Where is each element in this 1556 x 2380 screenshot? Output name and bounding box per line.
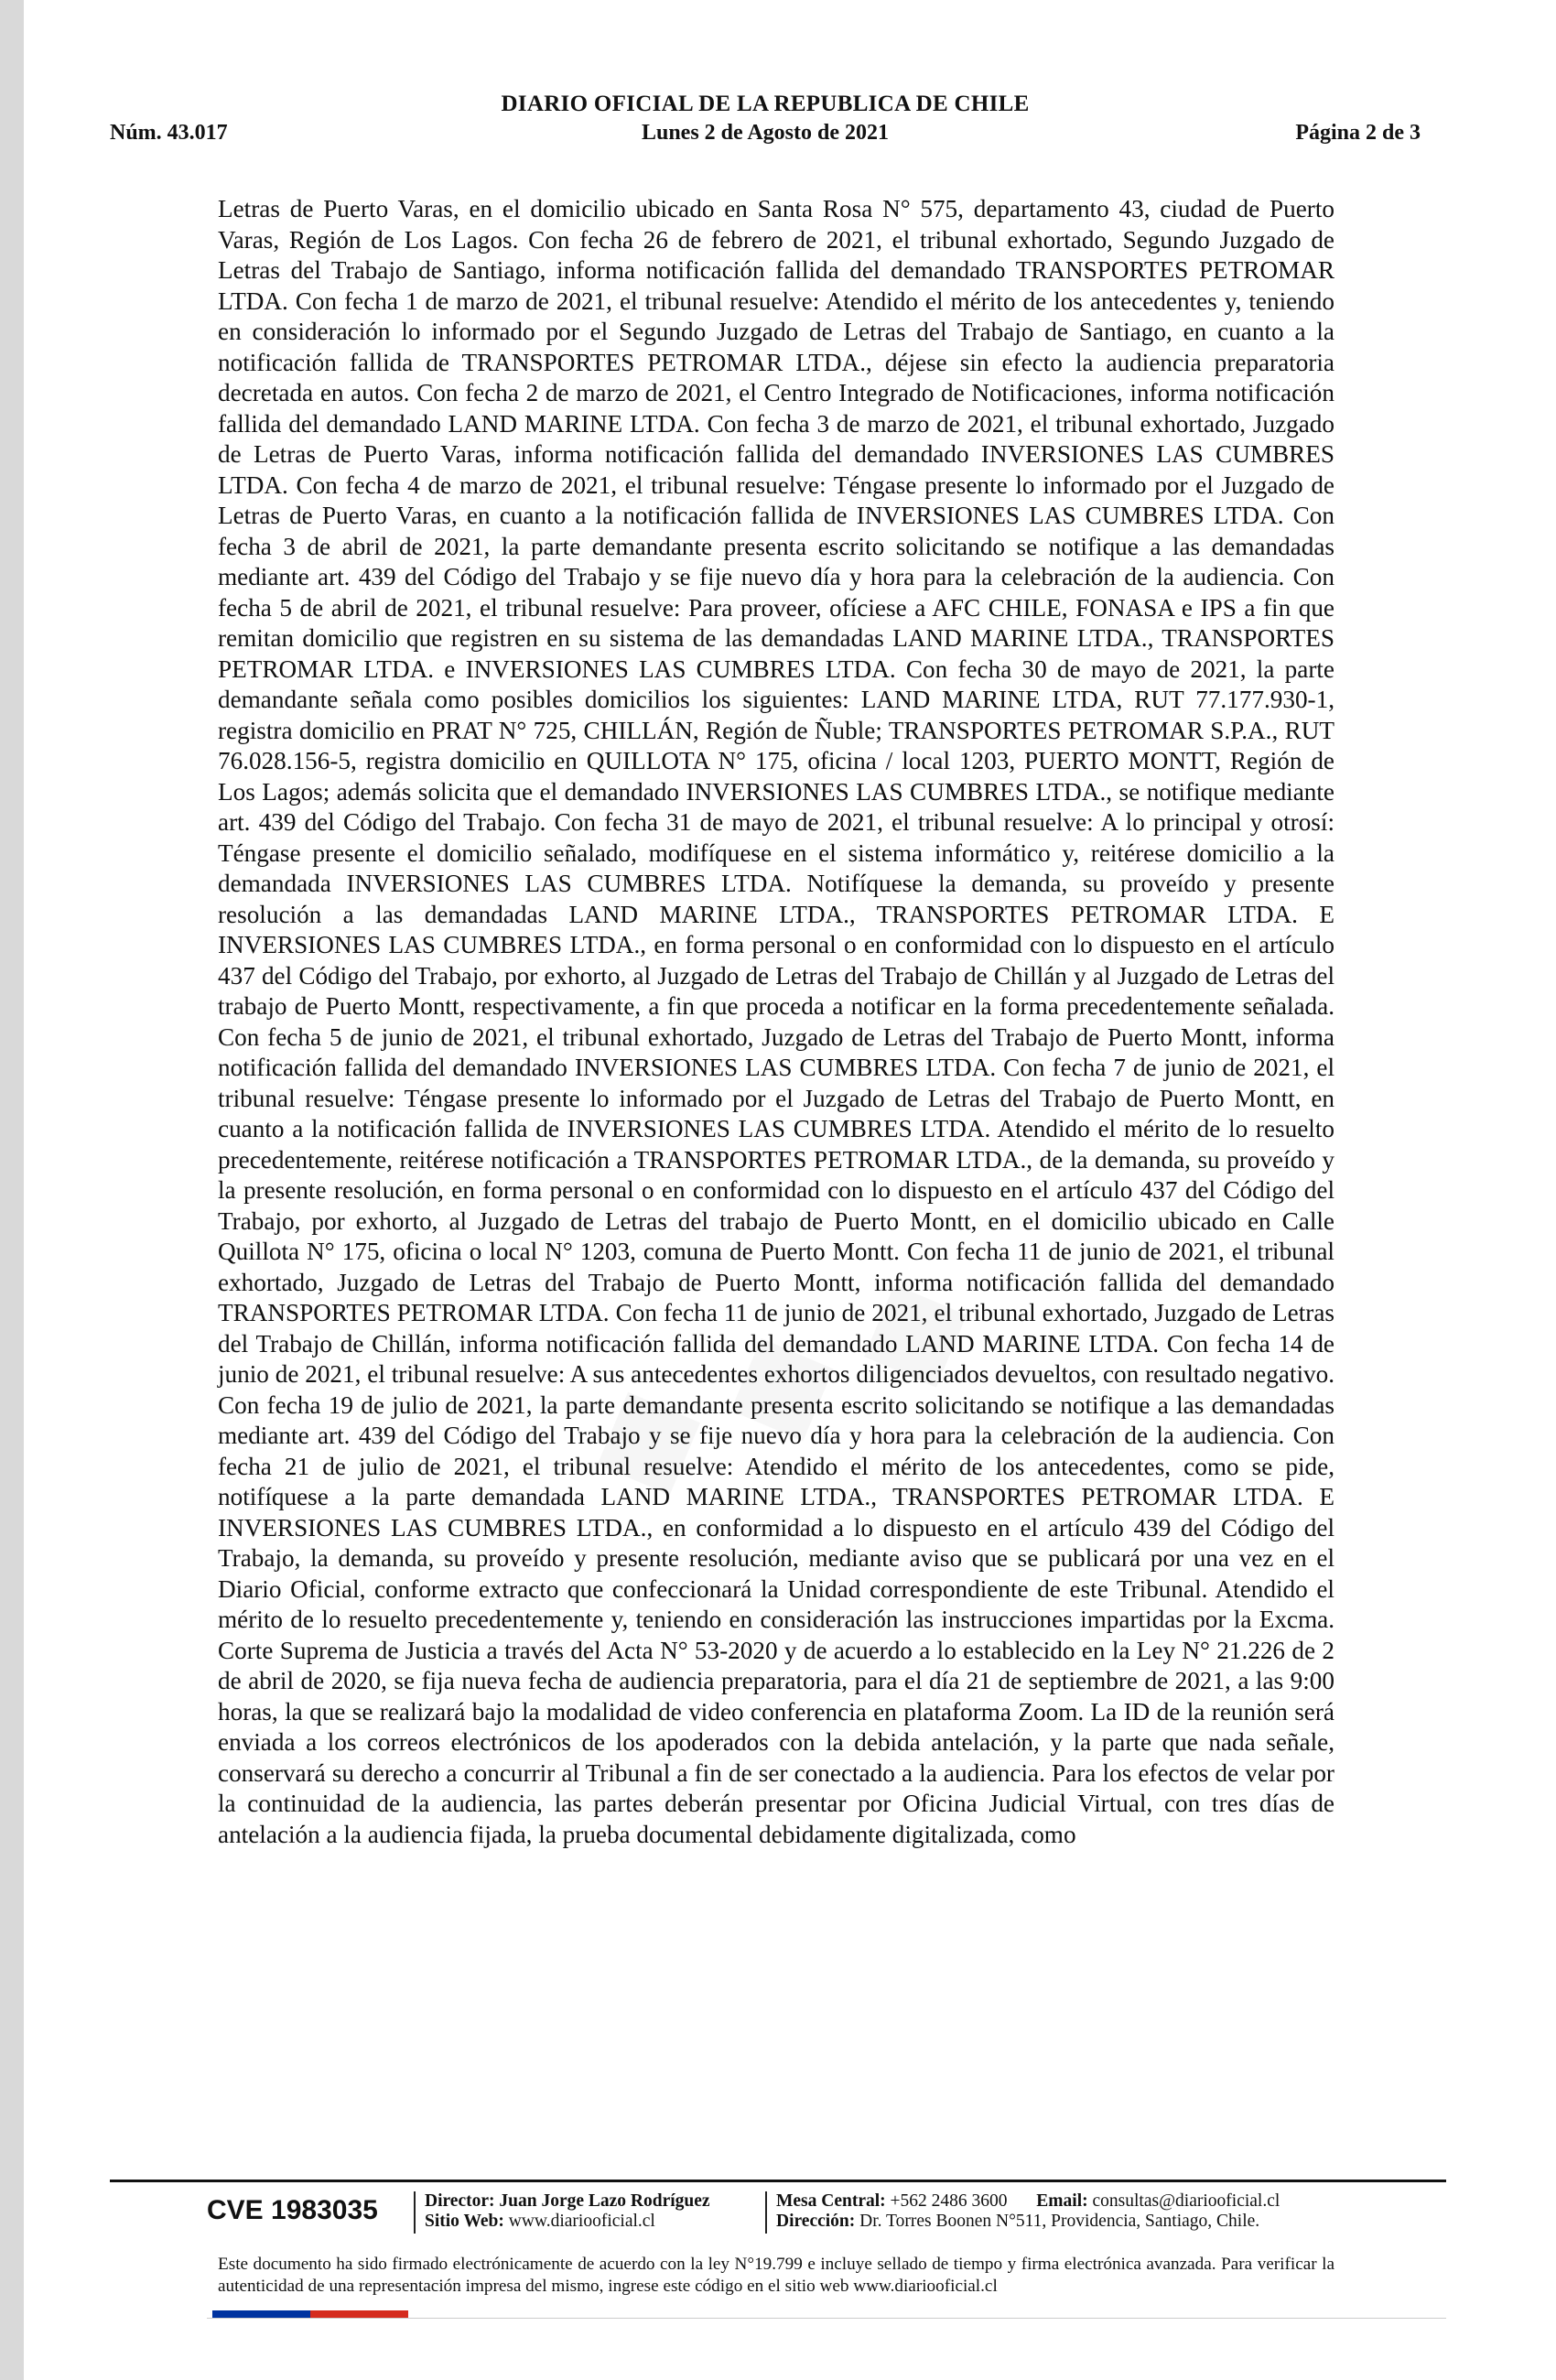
footer-divider: [765, 2191, 767, 2234]
address-value: Dr. Torres Boonen N°511, Providencia, Santiago, Chile.: [859, 2212, 1260, 2231]
issue-date: Lunes 2 de Agosto de 2021: [641, 121, 890, 145]
footer-director-block: [425, 2191, 710, 2232]
publication-title: DIARIO OFICIAL DE LA REPUBLICA DE CHILE: [501, 92, 1030, 116]
site-link[interactable]: www.diariooficial.cl: [508, 2212, 655, 2231]
flag-red-segment: [310, 2310, 408, 2318]
page-left-edge: [0, 0, 24, 2380]
footer-contact-block: [776, 2191, 1280, 2232]
legal-notice: Este documento ha sido firmado electrónicamente de acuerdo con la ley N°19.799 e incluye sellado de tiempo y firma electrónica avanzada. Para verificar la autenticidad de una representación impresa del mismo, ingrese este código en el sitio web www.diariooficial.cl: [218, 2255, 1334, 2296]
issue-number: Núm. 43.017: [110, 121, 228, 145]
body-paragraph: Letras de Puerto Varas, en el domicilio ubicado en Santa Rosa N° 575, departamento 43, ciudad de Puerto Varas, Región de Los Lagos. Con fecha 26 de febrero de 2021, el tribunal exhortado, Segundo Juzgado de Letras del Trabajo de Santiago, informa notificación fallida del demandado TRANSPORTES PETROMAR LTDA. Con fecha 1 de marzo de 2021, el tribunal resuelve: Atendido el mérito de los antecedentes y, teniendo en consideración lo informado por el Segundo Juzgado de Letras del Trabajo de Santiago, en cuanto a la notificación fallida de TRANSPORTES PETROMAR LTDA., déjese sin efecto la audiencia preparatoria decretada en autos. Con fecha 2 de marzo de 2021, el Centro Integrado de Notificaciones, informa notificación fallida del demandado LAND MARINE LTDA. Con fecha 3 de marzo de 2021, el tribunal exhortado, Juzgado de Letras de Puerto Varas, informa notificación fallida del demandado INVERSIONES LAS CUMBRES LTDA. Con fecha 4 de marzo de 2021, el tribunal resuelve: Téngase presente lo informado por el Juzgado de Letras de Puerto Varas, en cuanto a la notificación fallida de INVERSIONES LAS CUMBRES LTDA. Con fecha 3 de abril de 2021, la parte demandante presenta escrito solicitando se notifique a las demandadas mediante art. 439 del Código del Trabajo y se fije nuevo día y hora para la celebración de la audiencia. Con fecha 5 de abril de 2021, el tribunal resuelve: Para proveer, ofíciese a AFC CHILE, FONASA e IPS a fin que remitan domicilio que registren en su sistema de las demandadas LAND MARINE LTDA., TRANSPORTES PETROMAR LTDA. e INVERSIONES LAS CUMBRES LTDA. Con fecha 30 de mayo de 2021, la parte demandante señala como posibles domicilios los siguientes: LAND MARINE LTDA, RUT 77.177.930-1, registra domicilio en PRAT N° 725, CHILLÁN, Región de Ñuble; TRANSPORTES PETROMAR S.P.A., RUT 76.028.156-5, registra domicilio en QUILLOTA N° 175, oficina / local 1203, PUERTO MONTT, Región de Los Lagos; además solicita que el demandado INVERSIONES LAS CUMBRES LTDA., se notifique mediante art. 439 del Código del Trabajo. Con fecha 31 de mayo de 2021, el tribunal resuelve: A lo principal y otrosí: Téngase presente el domicilio señalado, modifíquese en el sistema informático y, reitérese domicilio a la demandada INVERSIONES LAS CUMBRES LTDA. Notifíquese la demanda, su proveído y presente resolución a las demandadas LAND MARINE LTDA., TRANSPORTES PETROMAR LTDA. E INVERSIONES LAS CUMBRES LTDA., en forma personal o en conformidad con lo dispuesto en el artículo 437 del Código del Trabajo, por exhorto, al Juzgado de Letras del Trabajo de Chillán y al Juzgado de Letras del trabajo de Puerto Montt, respectivamente, a fin que proceda a notificar en la forma precedentemente señalada. Con fecha 5 de junio de 2021, el tribunal exhortado, Juzgado de Letras del Trabajo de Puerto Montt, informa notificación fallida del demandado INVERSIONES LAS CUMBRES LTDA. Con fecha 7 de junio de 2021, el tribunal resuelve: Téngase presente lo informado por el Juzgado de Letras del Trabajo de Puerto Montt, en cuanto a la notificación fallida de INVERSIONES LAS CUMBRES LTDA. Atendido el mérito de lo resuelto precedentemente, reitérese notificación a TRANSPORTES PETROMAR LTDA., de la demanda, su proveído y la presente resolución, en forma personal o en conformidad con lo dispuesto en el artículo 437 del Código del Trabajo, por exhorto, al Juzgado de Letras del trabajo de Puerto Montt, en el domicilio ubicado en Calle Quillota N° 175, oficina o local N° 1203, comuna de Puerto Montt. Con fecha 11 de junio de 2021, el tribunal exhortado, Juzgado de Letras del Trabajo de Puerto Montt, informa notificación fallida del demandado TRANSPORTES PETROMAR LTDA. Con fecha 11 de junio de 2021, el tribunal exhortado, Juzgado de Letras del Trabajo de Chillán, informa notificación fallida del demandado LAND MARINE LTDA. Con fecha 14 de junio de 2021, el tribunal resuelve: A sus antecedentes exhortos diligenciados devueltos, con resultado negativo. Con fecha 19 de julio de 2021, la parte demandante presenta escrito solicitando se notifique a las demandadas mediante art. 439 del Código del Trabajo y se fije nuevo día y hora para la celebración de la audiencia. Con fecha 21 de julio de 2021, el tribunal resuelve: Atendido el mérito de los antecedentes, como se pide, notifíquese a la parte demandada LAND MARINE LTDA., TRANSPORTES PETROMAR LTDA. E INVERSIONES LAS CUMBRES LTDA., en conformidad a lo dispuesto en el artículo 439 del Código del Trabajo, la demanda, su proveído y presente resolución, mediante aviso que se publicará por una vez en el Diario Oficial, conforme extracto que confeccionará la Unidad correspondiente de este Tribunal. Atendido el mérito de lo resuelto precedentemente y, teniendo en consideración las instrucciones impartidas por la Excma. Corte Suprema de Justicia a través del Acta N° 53-2020 y de acuerdo a lo establecido en la Ley N° 21.226 de 2 de abril de 2020, se fija nueva fecha de audiencia preparatoria, para el día 21 de septiembre de 2021, a las 9:00 horas, la que se realizará bajo la modalidad de video conferencia en plataforma Zoom. La ID de la reunión será enviada a los correos electrónicos de los apoderados con la debida antelación, y la parte que nada señale, conservará su derecho a concurrir al Tribunal a fin de ser conectado a la audiencia. Para los efectos de velar por la continuidad de la audiencia, las partes deberán presentar por Oficina Judicial Virtual, con tres días de antelación a la audiencia fijada, la prueba documental debidamente digitalizada, como: [218, 195, 1334, 1848]
page-header: [110, 92, 1421, 156]
flag-blue-segment: [212, 2310, 310, 2318]
mesa-label: Mesa Central:: [776, 2191, 886, 2211]
email-label: Email:: [1036, 2191, 1088, 2211]
email-link[interactable]: consultas@diariooficial.cl: [1092, 2191, 1280, 2211]
page-number: Página 2 de 3: [1295, 121, 1421, 145]
chile-flag-bar: [212, 2310, 408, 2318]
mesa-phone: +562 2486 3600: [890, 2191, 1008, 2211]
director-name: Juan Jorge Lazo Rodríguez: [499, 2191, 710, 2211]
director-label: Director:: [425, 2191, 495, 2211]
bottom-rule: [207, 2318, 1446, 2319]
footer-rule: [110, 2180, 1446, 2182]
site-label: Sitio Web:: [425, 2212, 504, 2231]
footer-divider: [414, 2191, 416, 2234]
cve-code: CVE 1983035: [207, 2195, 378, 2225]
address-label: Dirección:: [776, 2212, 856, 2231]
